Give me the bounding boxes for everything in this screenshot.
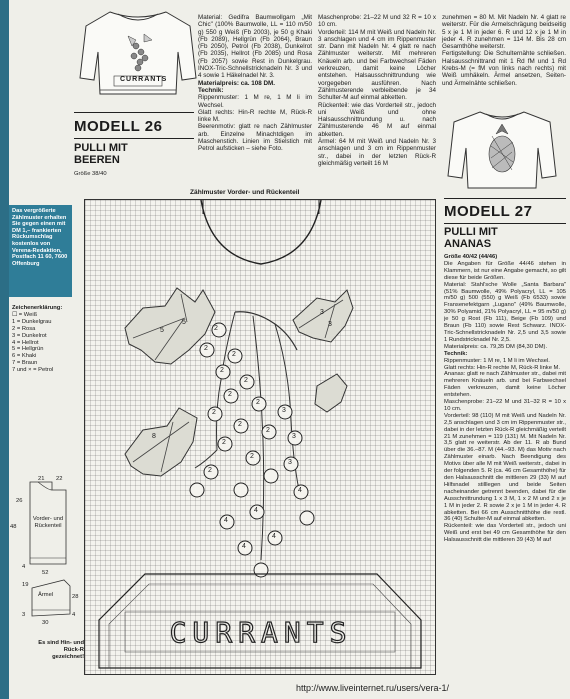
- chart-cell-number: 4: [254, 507, 258, 514]
- col1-para-2: Technik:: [198, 86, 224, 94]
- model27-subtitle-1: PULLI MIT: [444, 226, 498, 238]
- col3-para-2: Material: Stahl'sche Wolle „Santa Barbara" (51% Baumwolle, 49% Polyacryl, LL = 105 m/50 g) 500 (550) g Weiß (Fb 6533) sowie Fransenefektgarn „Lugano" (49% Baumwolle, 30% Polyamid, 21% Polyacryl, LL = 95 m/50 g) je 50 g Rost (Fb 111), Beige (Fb 109) und Braun (Fb 110) sowie Rest Schwarz. INOX-Tric-Schnellstricknadeln Nr. 2,5 und 3,5 sowie 1 Rundstricknadel Nr. 2,5.: [444, 281, 566, 343]
- col1-para-1: Materialpreis: ca. 108 DM.: [198, 79, 275, 87]
- legend-item: 1 = Dunkelgrau: [12, 318, 52, 325]
- dim-label: 28: [72, 594, 79, 600]
- col2-para-3: Ärmel: 64 M mit Weiß und Nadeln Nr. 3 anschlagen und 3 cm im Rippenmuster str., dabei in der letzten Rück-R gleichmäßig verteilt 16 M: [318, 138, 436, 167]
- chart-cell-number: 2: [256, 399, 260, 406]
- col3-para-1: Die Angaben für Größe 44/46 stehen in Klammern, ist nur eine Angabe gemacht, so gilt diese für beide Größen.: [444, 260, 566, 281]
- col3-para-10: Rückenteil: wie das Vorderteil str., jedoch uni Weiß und erst bei 49 cm Gesamthöhe für den Halsausschnitt die mittleren 39 (43) M auf: [444, 523, 566, 544]
- chart-cell-number: 2: [208, 467, 212, 474]
- instructions-column-2: [318, 14, 436, 167]
- chart-cell-number: 3: [320, 309, 324, 316]
- chart-cell-number: 2: [214, 325, 218, 332]
- instructions-column-1: [198, 14, 312, 153]
- model27-sweater-illustration: [446, 108, 558, 192]
- legend-item: 7 = Braun: [12, 360, 38, 367]
- col3-para-7: Ananas: glatt re nach Zählmuster str., dabei mit mehreren Knäueln arb. und bei Farbwechsel Fäden verkreuzen, damit keine Löcher entstehen.: [444, 371, 566, 399]
- col3-para-3: Materialpreis: ca. 79,35 DM (84,30 DM).: [444, 343, 548, 350]
- col1-para-4: Glatt rechts: Hin-R rechte M, Rück-R linke M.: [198, 108, 312, 124]
- chart-cell-number: 3: [282, 407, 286, 414]
- chart-cell-number: 4: [298, 487, 302, 494]
- model26-rule-top: [74, 112, 194, 113]
- size-schematic: [8, 476, 84, 676]
- col3-para-9: Vorderteil: 98 (110) M mit Weiß und Nadeln Nr. 2,5 anschlagen und 3 cm im Rippenmuster str., dabei in der letzten Rück-R gleichmäßig verteilt 21 M zunehmen = 119 (131) M. Mit Nadeln Nr. 3,5 glatt re weiterstr. Ab der 11. R ab Bund über die 36.–87. M (44.–93. M) das Motiv nach Zählmuster einarb. Nach Beendigung des Motivs über alle M mit Weiß weiterstr., dabei in der folgenden 5. R (ca. 46 cm Gesamthöhe) für den Halsausschnitt die mittleren 29 (33) M auf Hilfsnadel stilllegen und beide Seiten nacheinander getrennt beenden, dabei für die Ausschnittrundung 1 x 3 M, 1 x 2 M und 2 x je 1 M in jeder 2. R sowie 2 x je 1 M in jeder 4. R abketten. Bei 66 cm Ausschnitthöhe die restl. 36 (40) Schulter-M auf einmal abketten.: [444, 412, 566, 523]
- legend-item: 5 = Hellgrün: [12, 346, 44, 353]
- chart-cell-number: 3: [328, 321, 332, 328]
- chart-word: CURRANTS: [169, 616, 353, 649]
- model26-size: Größe 38/40: [74, 171, 107, 177]
- footer-url: http://www.liveinternet.ru/users/vera-1/: [296, 683, 450, 693]
- col1-para-5: Beerenmotiv: glatt re nach Zählmuster arb. Einzelne Minachtdigen im Maschenstich. Linien im Stielstich mit Petrol aufsticken – siehe Foto.: [198, 123, 312, 153]
- schematic-sleeve-label: Ärmel: [38, 592, 54, 598]
- col3-para-6: Glatt rechts: Hin-R rechte M, Rück-R linke M.: [444, 364, 560, 371]
- schematic-note: Es sind Hin- und Rück-R gezeichnet!: [38, 640, 84, 660]
- model27-rule-top: [444, 198, 566, 199]
- col2-para-2: Rückenteil: wie das Vorderteil str., jedoch uni Weiß und ohne Halsausschnittrundung u. nach Zählmusterende 46 M auf einmal abketten.: [318, 101, 436, 138]
- legend-item: 6 = Khaki: [12, 353, 37, 360]
- model26-subtitle-2: BEEREN: [74, 154, 120, 166]
- legend-item: ☐ = Weiß: [12, 311, 38, 318]
- chart-cell-number: 3: [292, 433, 296, 440]
- chart-cell-number: 2: [250, 453, 254, 460]
- col2-para-0: Maschenprobe: 21–22 M und 32 R = 10 x 10 cm.: [318, 14, 436, 29]
- chart-cell-number: 2: [204, 345, 208, 352]
- dim-label: 48: [10, 524, 17, 530]
- dim-label: 3: [22, 612, 26, 618]
- col3-para-8: Maschenprobe: 21–22 M und 31–32 R = 10 x 10 cm.: [444, 399, 566, 412]
- legend-item: 2 = Rosa: [12, 325, 36, 332]
- chart-cell-number: 5: [160, 327, 164, 334]
- chart-cell-number: 2: [222, 439, 226, 446]
- model26-title: MODELL 26: [74, 118, 163, 135]
- model26-rule-bottom: [74, 138, 194, 139]
- col3-para-0: Größe 40/42 (44/46): [444, 254, 498, 260]
- dim-label: 52: [42, 570, 49, 576]
- model27-subtitle-2: ANANAS: [444, 238, 492, 250]
- chart-cell-number: 8: [152, 433, 156, 440]
- chart-cell-number: 2: [232, 351, 236, 358]
- knitting-chart: [84, 199, 436, 675]
- model27-rule-bottom: [444, 223, 566, 224]
- legend-item: 7 und × = Petrol: [12, 367, 54, 374]
- color-legend: [12, 305, 84, 374]
- instructions-column-3-top: [442, 14, 566, 87]
- instructions-column-3-bottom: [444, 254, 566, 684]
- model27-title: MODELL 27: [444, 203, 533, 220]
- chart-cell-number: 2: [238, 421, 242, 428]
- chart-cell-number: 2: [228, 391, 232, 398]
- legend-item: 4 = Hellrot: [12, 339, 39, 346]
- col1-para-3: Rippenmuster: 1 M re, 1 M li im Wechsel.: [198, 94, 312, 109]
- col3-top-para-0: zunehmen = 80 M. Mit Nadeln Nr. 4 glatt re weiterstr. Für die Armelschrägung beidseitig 5 x je 1 M in jeder 6. R und 12 x je 1 M in jeder 4. R zunehmen = 114 M. Bis 28 cm Gesamthöhe weiterstr.: [442, 14, 566, 51]
- col3-top-para-1: Fertigstellung: Die Schulternähte schließen. Halsausschnittrand mit 1 Rd fM und 1 Rd Krebs-M (= fM von links nach rechts) mit Weiß umhäkeln. Ärmel ansetzen, Seiten- und Ärmelnähte schließen.: [442, 50, 566, 87]
- chart-cell-number: 3: [288, 459, 292, 466]
- dim-label: 19: [22, 582, 29, 588]
- dim-label: 30: [42, 620, 49, 626]
- order-info-box: Das vergrößerte Zählmuster erhalten Sie gegen einen mit DM 1,– frankierten Rückumschlag kostenlos von Verena-Redaktion, Postfach 11 60, 7600 Offenburg: [9, 205, 72, 297]
- col1-para-0: Material: Gedifra Baumwollgarn „Mit Chic" (100% Baumwolle, LL = 110 m/50 g) 550 g Weiß (Fb 2003), je 50 g Khaki (Fb 2089), Hellgrün (Fb 2064), Braun (Fb 2050), Petrol (Fb 2038), Dunkelrot (Fb 2035), Hellrot (Fb 2085) und Rosa (Fb 2057) sowie Rest in Dunkelgrau. INOX-Tric-Schnellstricknadeln Nr. 3 und 4 sowie 1 Häkelnadel Nr. 3.: [198, 14, 312, 80]
- dim-label: 4: [72, 612, 76, 618]
- chart-cell-number: 5: [182, 319, 186, 326]
- model26-sweater-illustration: [78, 6, 198, 102]
- col2-para-1: Vorderteil: 114 M mit Weiß und Nadeln Nr. 3 anschlagen und 4 cm im Rippenmuster str. Dann mit Nadeln Nr. 4 glatt re nach Zählmuster weiterstr. Mit mehreren Knäueln arb. und bei Farbwechsel Fäden verkreuzen, damit keine Löcher entstehen. Halsausschnittrundung wie vorgegeben ausführen. Nach Zählmusterende verbleibende je 34 Schulter-M auf einmal abketten.: [318, 28, 436, 102]
- legend-item: 3 = Dunkelrot: [12, 332, 47, 339]
- chart-cell-number: 4: [242, 543, 246, 550]
- chart-cell-number: 2: [244, 377, 248, 384]
- schematic-front-label: Vorder- und Rückenteil: [32, 516, 64, 529]
- chart-cell-number: 2: [220, 367, 224, 374]
- chart-heading: Zählmuster Vorder- und Rückenteil: [190, 189, 300, 196]
- chart-cell-number: 2: [212, 409, 216, 416]
- legend-title: Zeichenerklärung:: [12, 305, 63, 311]
- col3-para-4: Technik:: [444, 350, 468, 357]
- sweater-word: CURRANTS: [120, 76, 168, 83]
- dim-label: 26: [16, 498, 23, 504]
- dim-label: 22: [56, 476, 63, 482]
- chart-cell-number: 4: [272, 533, 276, 540]
- chart-cell-number: 2: [266, 427, 270, 434]
- dim-label: 21: [38, 476, 45, 482]
- col3-para-5: Rippenmuster: 1 M re, 1 M li im Wechsel.: [444, 357, 550, 364]
- model26-subtitle-1: PULLI MIT: [74, 142, 128, 154]
- dim-label: 4: [22, 564, 26, 570]
- chart-cell-number: 4: [224, 517, 228, 524]
